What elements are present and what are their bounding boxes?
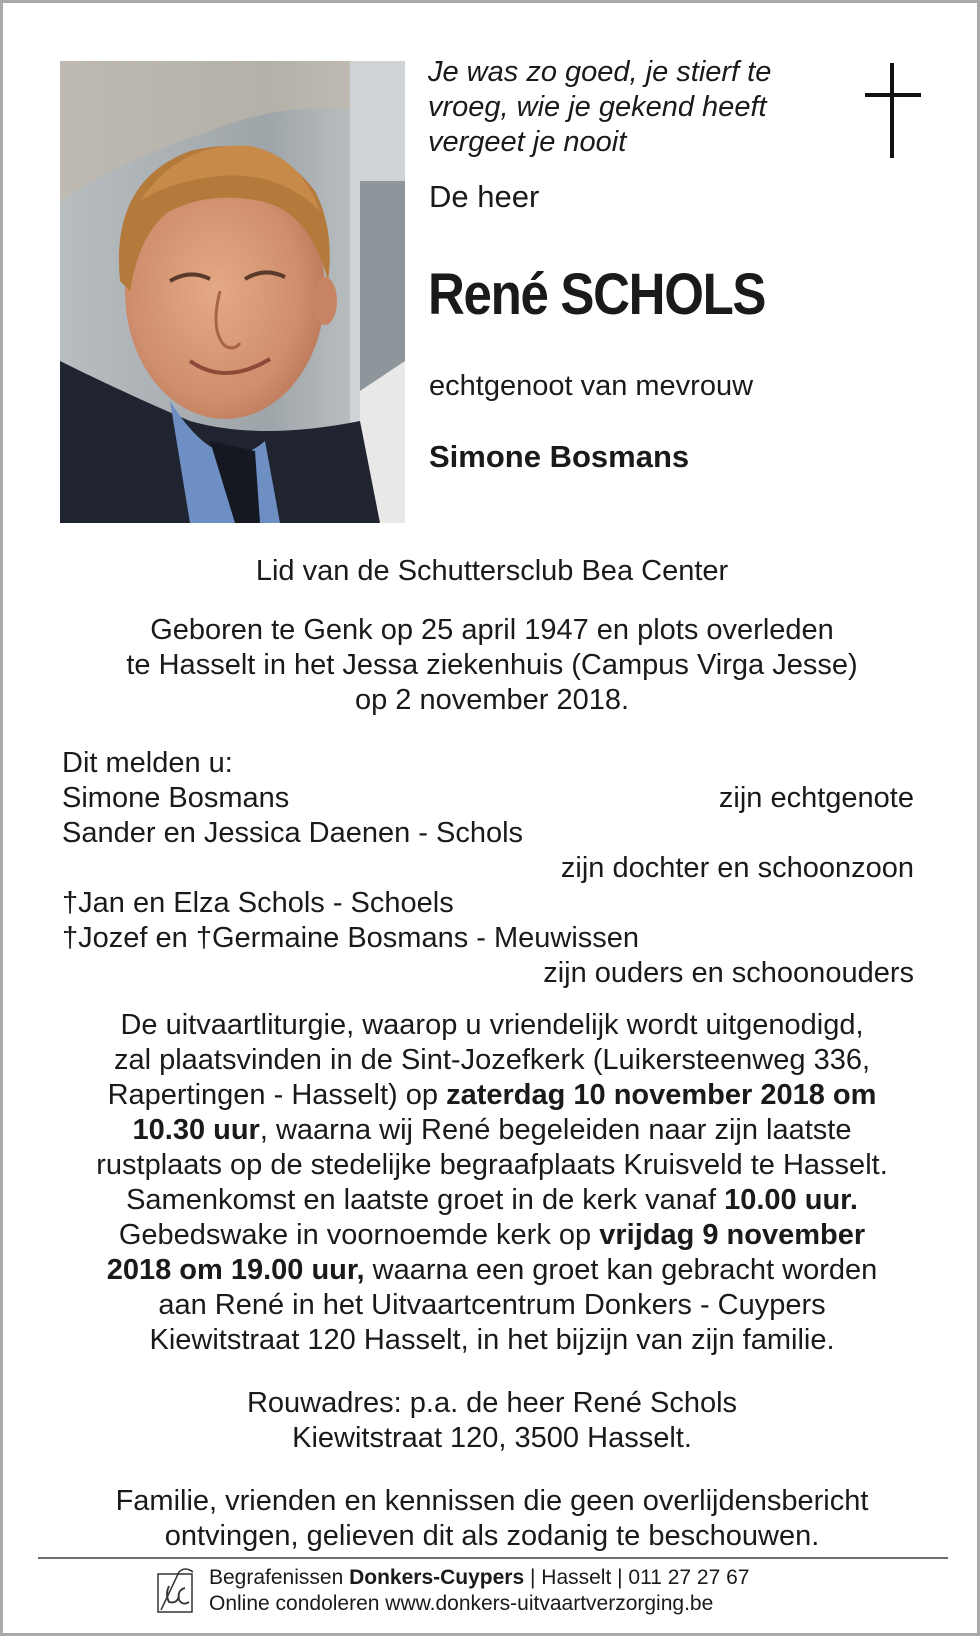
- service-line: De uitvaartliturgie, waarop u vriendelijk wordt uitgenodigd,: [120, 1009, 864, 1041]
- funeral-home-name: Donkers-Cuypers: [349, 1566, 525, 1589]
- service-text: Samenkomst en laatste groet in de kerk vanaf: [126, 1184, 725, 1216]
- footer-label: Begrafenissen: [209, 1566, 350, 1589]
- service-text: Gebedswake in voornoemde kerk op: [118, 1219, 600, 1251]
- born-line: op 2 november 2018.: [354, 684, 630, 716]
- family-row: [62, 851, 914, 886]
- club-membership: [43, 554, 941, 589]
- family-row: [62, 956, 914, 991]
- address-line: Rouwadres: p.a. de heer René Schols: [246, 1387, 738, 1419]
- birth-death-details: [43, 613, 941, 718]
- spouse-intro: echtgenoot van mevrouw: [429, 370, 754, 402]
- footer-line-1: [209, 1565, 750, 1591]
- born-line: Geboren te Genk op 25 april 1947 en plots overleden: [150, 614, 834, 646]
- club-text: Lid van de Schuttersclub Bea Center: [255, 555, 729, 587]
- born-line: te Hasselt in het Jessa ziekenhuis (Campus Virga Jesse): [126, 649, 858, 681]
- funeral-service-details: [43, 1008, 941, 1358]
- mourning-address: [43, 1386, 941, 1456]
- quote-line: vroeg, wie je gekend heeft: [428, 91, 767, 123]
- service-time: 10.30 uur: [132, 1114, 260, 1146]
- memorial-quote: [428, 55, 828, 160]
- family-relation: zijn ouders en schoonouders: [543, 957, 914, 989]
- service-line: rustplaats op de stedelijke begraafplaats Kruisveld te Hasselt.: [96, 1149, 888, 1181]
- service-text: waarna een groet kan gebracht worden: [364, 1254, 878, 1286]
- family-name: †Jan en Elza Schols - Schoels: [62, 887, 454, 919]
- footer-contact: | Hasselt | 011 27 27 67: [524, 1566, 750, 1589]
- service-text: Rapertingen - Hasselt) op: [107, 1079, 447, 1111]
- family-intro-row: [62, 746, 914, 781]
- family-name: †Jozef en †Germaine Bosmans - Meuwissen: [62, 922, 640, 954]
- service-line: [43, 1078, 941, 1113]
- funeral-home-logo-icon: [155, 1568, 199, 1621]
- quote-line: vergeet je nooit: [428, 126, 627, 158]
- service-line: [43, 1183, 941, 1218]
- family-list: [62, 746, 914, 991]
- quote-line: Je was zo goed, je stierf te: [428, 56, 772, 88]
- honorific: De heer: [429, 179, 540, 214]
- service-date: zaterdag 10 november 2018 om: [446, 1079, 877, 1111]
- deceased-name: René SCHOLS: [428, 262, 766, 327]
- gathering-time: 10.00 uur.: [724, 1184, 858, 1216]
- service-line: [43, 1113, 941, 1148]
- vigil-time: 2018 om 19.00 uur,: [106, 1254, 365, 1286]
- closing-notice: [43, 1484, 941, 1554]
- family-name: Simone Bosmans: [62, 782, 290, 814]
- spouse-name: Simone Bosmans: [429, 439, 690, 474]
- service-line: [43, 1253, 941, 1288]
- family-intro: Dit melden u:: [62, 747, 233, 779]
- family-row: [62, 816, 914, 851]
- service-line: Kiewitstraat 120 Hasselt, in het bijzijn van zijn familie.: [149, 1324, 835, 1356]
- service-line: [43, 1218, 941, 1253]
- cross-icon: [865, 63, 921, 163]
- family-row: [62, 921, 914, 956]
- address-line: Kiewitstraat 120, 3500 Hasselt.: [292, 1422, 692, 1454]
- vigil-date: vrijdag 9 november: [599, 1219, 866, 1251]
- service-line: zal plaatsvinden in de Sint-Jozefkerk (Luikersteenweg 336,: [113, 1044, 871, 1076]
- family-relation: zijn echtgenote: [718, 782, 914, 814]
- family-row: [62, 781, 914, 816]
- service-text: , waarna wij René begeleiden naar zijn laatste: [259, 1114, 852, 1146]
- family-relation: zijn dochter en schoonzoon: [560, 852, 914, 884]
- notice-line: ontvingen, gelieven dit als zodanig te beschouwen.: [164, 1520, 820, 1552]
- service-line: aan René in het Uitvaartcentrum Donkers - Cuypers: [158, 1289, 826, 1321]
- portrait-photo: [60, 61, 405, 523]
- notice-line: Familie, vrienden en kennissen die geen overlijdensbericht: [115, 1485, 869, 1517]
- footer-divider: [38, 1557, 948, 1559]
- footer-text: [209, 1565, 750, 1617]
- family-name: Sander en Jessica Daenen - Schols: [62, 817, 524, 849]
- family-row: [62, 886, 914, 921]
- footer-line-2[interactable]: Online condoleren www.donkers-uitvaartverzorging.be: [209, 1592, 714, 1615]
